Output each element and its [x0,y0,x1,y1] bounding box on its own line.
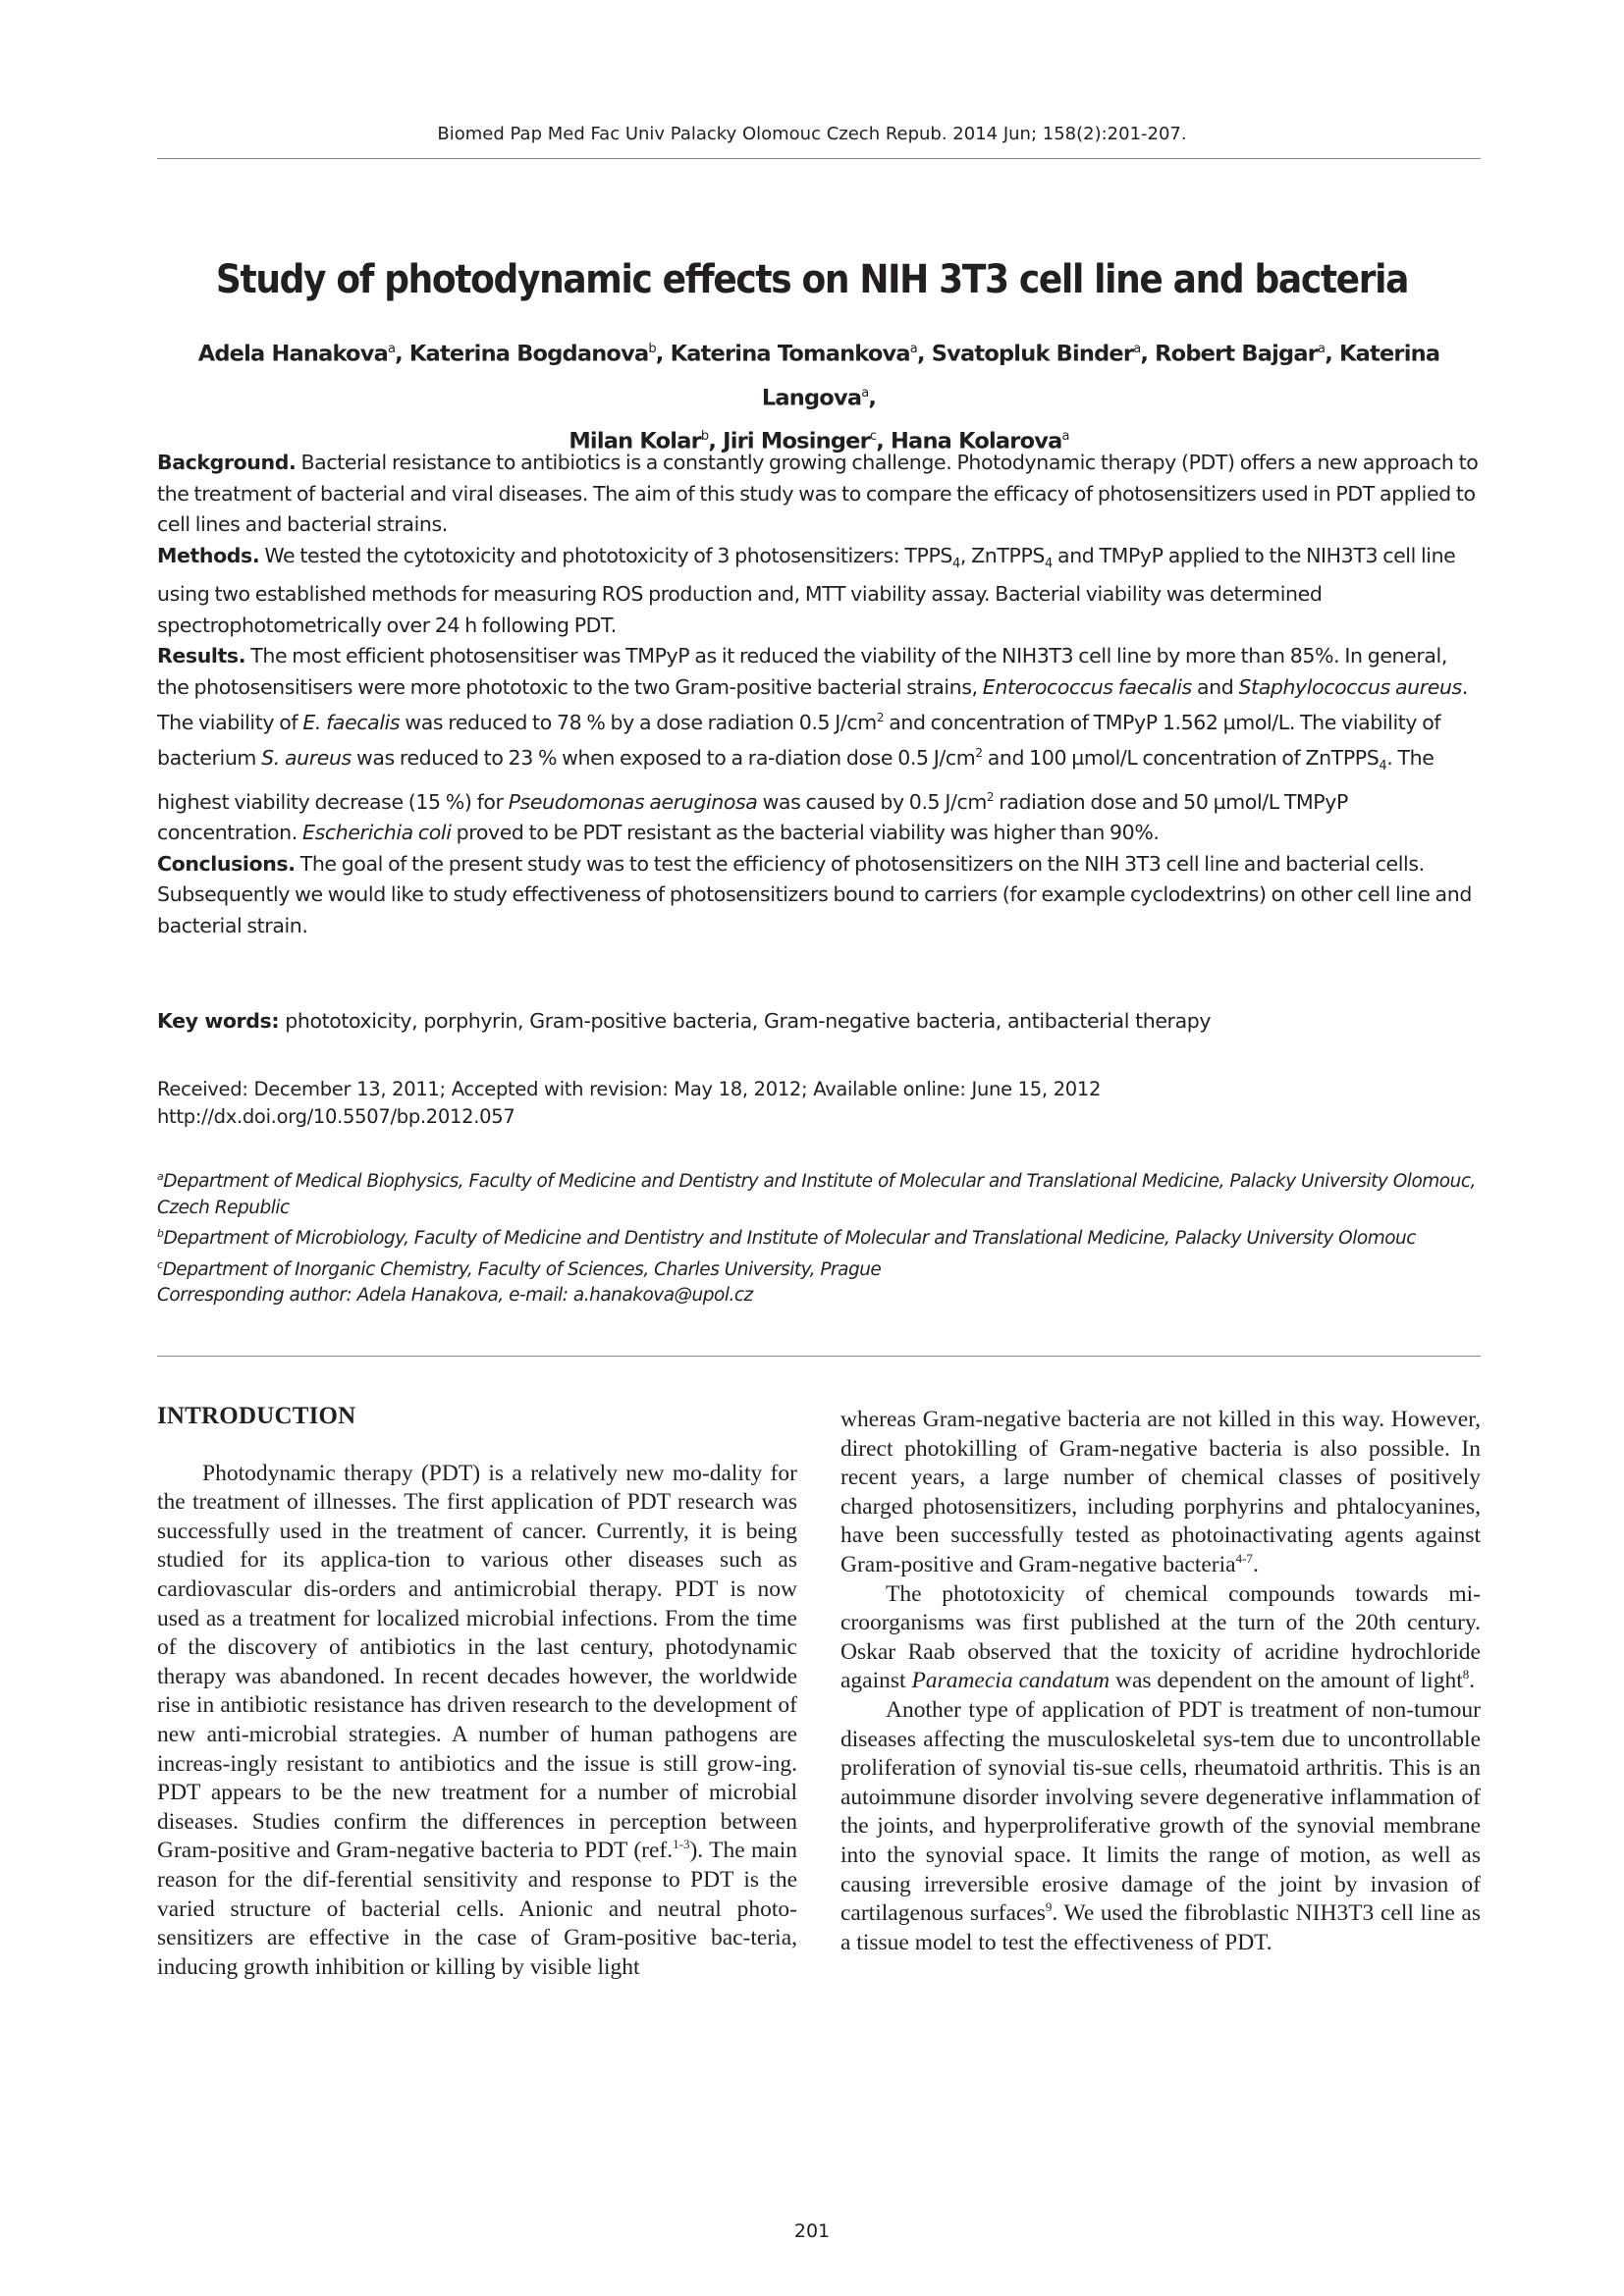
superscript: 2 [876,711,885,725]
reference-mark: 1-3 [673,1837,690,1852]
subscript: 4 [952,556,960,571]
reference-mark: 8 [1462,1667,1470,1682]
body-column-right [840,1406,1481,1957]
intro-paragraph-2 [840,1580,1481,1696]
author-name: Jiri Mosinger [723,428,870,454]
author-name: Milan Kolar [568,428,701,454]
author-name: Katerina Bogdanova [408,341,649,367]
author-affiliation-mark: a [861,385,869,400]
author-name: Hana Kolarova [891,428,1062,454]
section-divider [157,1356,1481,1357]
affiliation-a [157,1164,1481,1221]
results-text: The most efficient photosensitiser was TMPyP as it reduced the viability of the NIH3T3 cell line by more than 85%. In general, the photosensitisers were more phototoxic to the two Gram-positive bacterial strains, [157,644,1447,699]
subscript: 4 [1045,556,1053,571]
intro-paragraph-1-continued [840,1406,1481,1580]
conclusions-label: Conclusions. [157,851,296,876]
author-separator: , [708,428,724,454]
author-affiliation-mark: a [909,342,917,356]
page-number: 201 [793,2220,831,2242]
paragraph-text: . We used the fibroblastic NIH3T3 cell line as a tissue model to test the effectiveness of PDT. [840,1900,1482,1955]
affiliation-b [157,1221,1481,1253]
results-text: was caused by 0.5 J/cm [762,789,987,814]
paragraph-text: . [1252,1551,1259,1577]
results-text: was reduced to 23 % when exposed to a ra-diation dose 0.5 J/cm [355,746,976,771]
species-name: Escherichia coli [302,821,452,845]
author-separator: , [1140,341,1156,367]
author-affiliation-mark: c [869,429,877,444]
corresponding-author: Corresponding author: Adela Hanakova, e-mail: a.hanakova@upol.cz [157,1285,753,1307]
results-text: was reduced to 78 % by a dose radiation 0.5 J/cm [405,710,877,734]
paragraph-text: The phototoxicity of chemical compounds towards mi-croorganisms was first published at the turn of the 20th century. Oskar Raab observed that the toxicity of acridine hydrochloride against [840,1580,1481,1694]
author-name: Katerina Tomankova [670,341,910,367]
species-name: Enterococcus faecalis [982,674,1192,699]
paragraph-text: Another type of application of PDT is treatment of non-tumour diseases affecting the musculoskeletal sys-tem due to uncontrollable proliferation of synovial tis-sue cells, rheumatoid arthritis. This is an autoimmune disorder involving severe degenerative inflammation of the joints, and hyperproliferative growth of the synovial membrane into the synovial space. It limits the range of motion, as well as causing irreversible erosive damage of the joint by invasion of cartilagenous surfaces [840,1696,1481,1927]
subscript: 4 [1379,759,1387,774]
methods-text: and TMPyP applied to the NIH3T3 cell line using two established methods for measuring ROS production and, MTT viability assay. Bacterial viability was determined spectrophotometrically over 24 h following PDT. [157,543,1456,637]
superscript: 2 [986,789,995,804]
methods-text: , ZnTPPS [959,543,1046,567]
author-separator: , [876,428,892,454]
species-name: E. faecalis [302,710,401,734]
species-name: S. aureus [261,746,352,771]
author-separator: , [916,341,932,367]
abstract [157,448,1481,941]
journal-citation: Biomed Pap Med Fac Univ Palacky Olomouc Czech Repub. 2014 Jun; 158(2):201-207. [437,124,1187,144]
received-line: Received: December 13, 2011; Accepted with revision: May 18, 2012; Available online: June 15, 2012 [157,1078,1102,1100]
affiliation-text: Department of Microbiology, Faculty of Medicine and Dentistry and Institute of Molecular and Translational Medicine, Palacky University Olomouc [163,1228,1416,1250]
species-name: Staphylococcus aureus [1238,674,1462,699]
author-separator: , [395,341,409,367]
body-column-left [157,1402,797,1982]
paragraph-text: whereas Gram-negative bacteria are not killed in this way. However, direct photokilling of Gram-negative bacteria is also possible. In recent years, a large number of chemical classes of positively charged photosensitizers, including porphyrins and phtalocyanines, have been successfully tested as photoinactivating agents against Gram-positive and Gram-negative bacteria [840,1407,1481,1577]
paragraph-text: ). The main reason for the dif-ferential sensitivity and response to PDT is the varied structure of bacterial cells. Anionic and neutral photo-sensitizers are effective in the case of Gram-positive bac-teria, inducing growth inhibition or killing by visible light [157,1838,797,1980]
methods-text: We tested the cytotoxicity and phototoxicity of 3 photosensitizers: TPPS [264,543,953,567]
abstract-conclusions [157,849,1481,942]
author-affiliation-mark: a [1061,429,1069,444]
affiliation-text: Department of Inorganic Chemistry, Faculty of Sciences, Charles University, Prague [162,1258,882,1280]
author-affiliation-mark: b [648,342,656,356]
abstract-methods [157,541,1481,642]
header-divider [157,158,1481,159]
author-list [157,330,1481,461]
paragraph-text: Photodynamic therapy (PDT) is a relatively new mo-dality for the treatment of illnesses. The first application of PDT research was successfully used in the treatment of cancer. Currently, it is being studied for its applica-tion to various other diseases such as cardiovascular dis-orders and antimicrobial therapy. PDT is now used as a treatment for localized microbial infections. From the time of the discovery of antibiotics in the last century, photodynamic therapy was abandoned. In recent decades however, the worldwide rise in antibiotic resistance has driven research to the development of new anti-microbial strategies. A number of human pathogens are increas-ingly resistant to antibiotics and the issue is still grow-ing. PDT appears to be the new treatment for a number of microbial diseases. Studies confirm the differences in perception between Gram-positive and Gram-negative bacteria to PDT (ref. [157,1460,797,1864]
author-name: Svatopluk Binder [931,341,1134,367]
results-text: proved to be PDT resistant as the bacterial viability was higher than 90%. [456,821,1160,845]
reference-mark: 9 [1045,1899,1053,1915]
results-text: . The highest viability decrease (15 %) for [157,746,1435,814]
methods-label: Methods. [157,543,260,567]
author-affiliation-mark: b [700,429,709,444]
article-dates [157,1076,1481,1131]
results-text: and concentration of TMPyP 1.562 µmol/L. The viability of bacterium [157,710,1441,771]
author-separator: , [655,341,671,367]
affiliations [157,1164,1481,1309]
abstract-results [157,641,1481,849]
article-title: Study of photodynamic effects on NIH 3T3 cell line and bacteria [215,257,1409,302]
results-text: radiation dose and 50 µmol/L TMPyP concentration. [157,789,1348,845]
results-text: and [1196,674,1234,699]
reference-mark: 4-7 [1235,1551,1253,1567]
superscript: 2 [975,746,983,761]
author-name: Katerina Langova [761,341,1440,410]
affiliation-mark: a [157,1170,164,1183]
author-separator: , [1325,341,1339,367]
affiliation-text: Department of Medical Biophysics, Faculty of Medicine and Dentistry and Institute of Molecular and Translational Medicine, Palacky University Olomouc, Czech Republic [157,1171,1476,1218]
species-name: Paramecia candatum [911,1668,1110,1694]
paragraph-text: was dependent on the amount of light [1115,1668,1463,1694]
background-label: Background. [157,451,297,474]
background-text: Bacterial resistance to antibiotics is a constantly growing challenge. Photodynamic therapy (PDT) offers a new approach to the treatment of bacterial and viral diseases. The aim of this study was to compare the efficacy of photosensitizers used in PDT applied to cell lines and bacterial strains. [157,451,1479,536]
intro-paragraph-1 [157,1460,797,1983]
affiliation-c [157,1253,1481,1284]
abstract-background [157,448,1481,541]
author-name: Robert Bajgar [1155,341,1319,367]
keywords [157,1009,1481,1033]
results-text: and 100 µmol/L concentration of ZnTPPS [982,746,1380,771]
author-affiliation-mark: a [387,342,396,356]
keywords-text: phototoxicity, porphyrin, Gram-positive bacteria, Gram-negative bacteria, antibacterial therapy [285,1009,1212,1033]
author-separator: , [868,385,877,410]
intro-paragraph-3 [840,1696,1481,1957]
section-heading-introduction: INTRODUCTION [157,1403,356,1429]
results-text: . The viability of [157,674,1468,734]
keywords-label: Key words: [157,1009,280,1033]
doi-link[interactable]: http://dx.doi.org/10.5507/bp.2012.057 [157,1105,515,1128]
author-name: Adela Hanakova [197,341,388,367]
results-label: Results. [157,644,246,668]
author-affiliation-mark: a [1318,342,1326,356]
paragraph-text: . [1469,1668,1476,1694]
affiliation-mark: c [157,1257,163,1271]
conclusions-text: The goal of the present study was to test the efficiency of photosensitizers on the NIH 3T3 cell line and bacterial cells. Subsequently we would like to study effectiveness of photosensitizers bound to carriers (for example cyclodextrins) on other cell line and bacterial strain. [157,851,1472,937]
author-line-1 [157,330,1481,417]
author-affiliation-mark: a [1133,342,1141,356]
species-name: Pseudomonas aeruginosa [508,789,758,814]
affiliation-mark: b [157,1227,164,1241]
